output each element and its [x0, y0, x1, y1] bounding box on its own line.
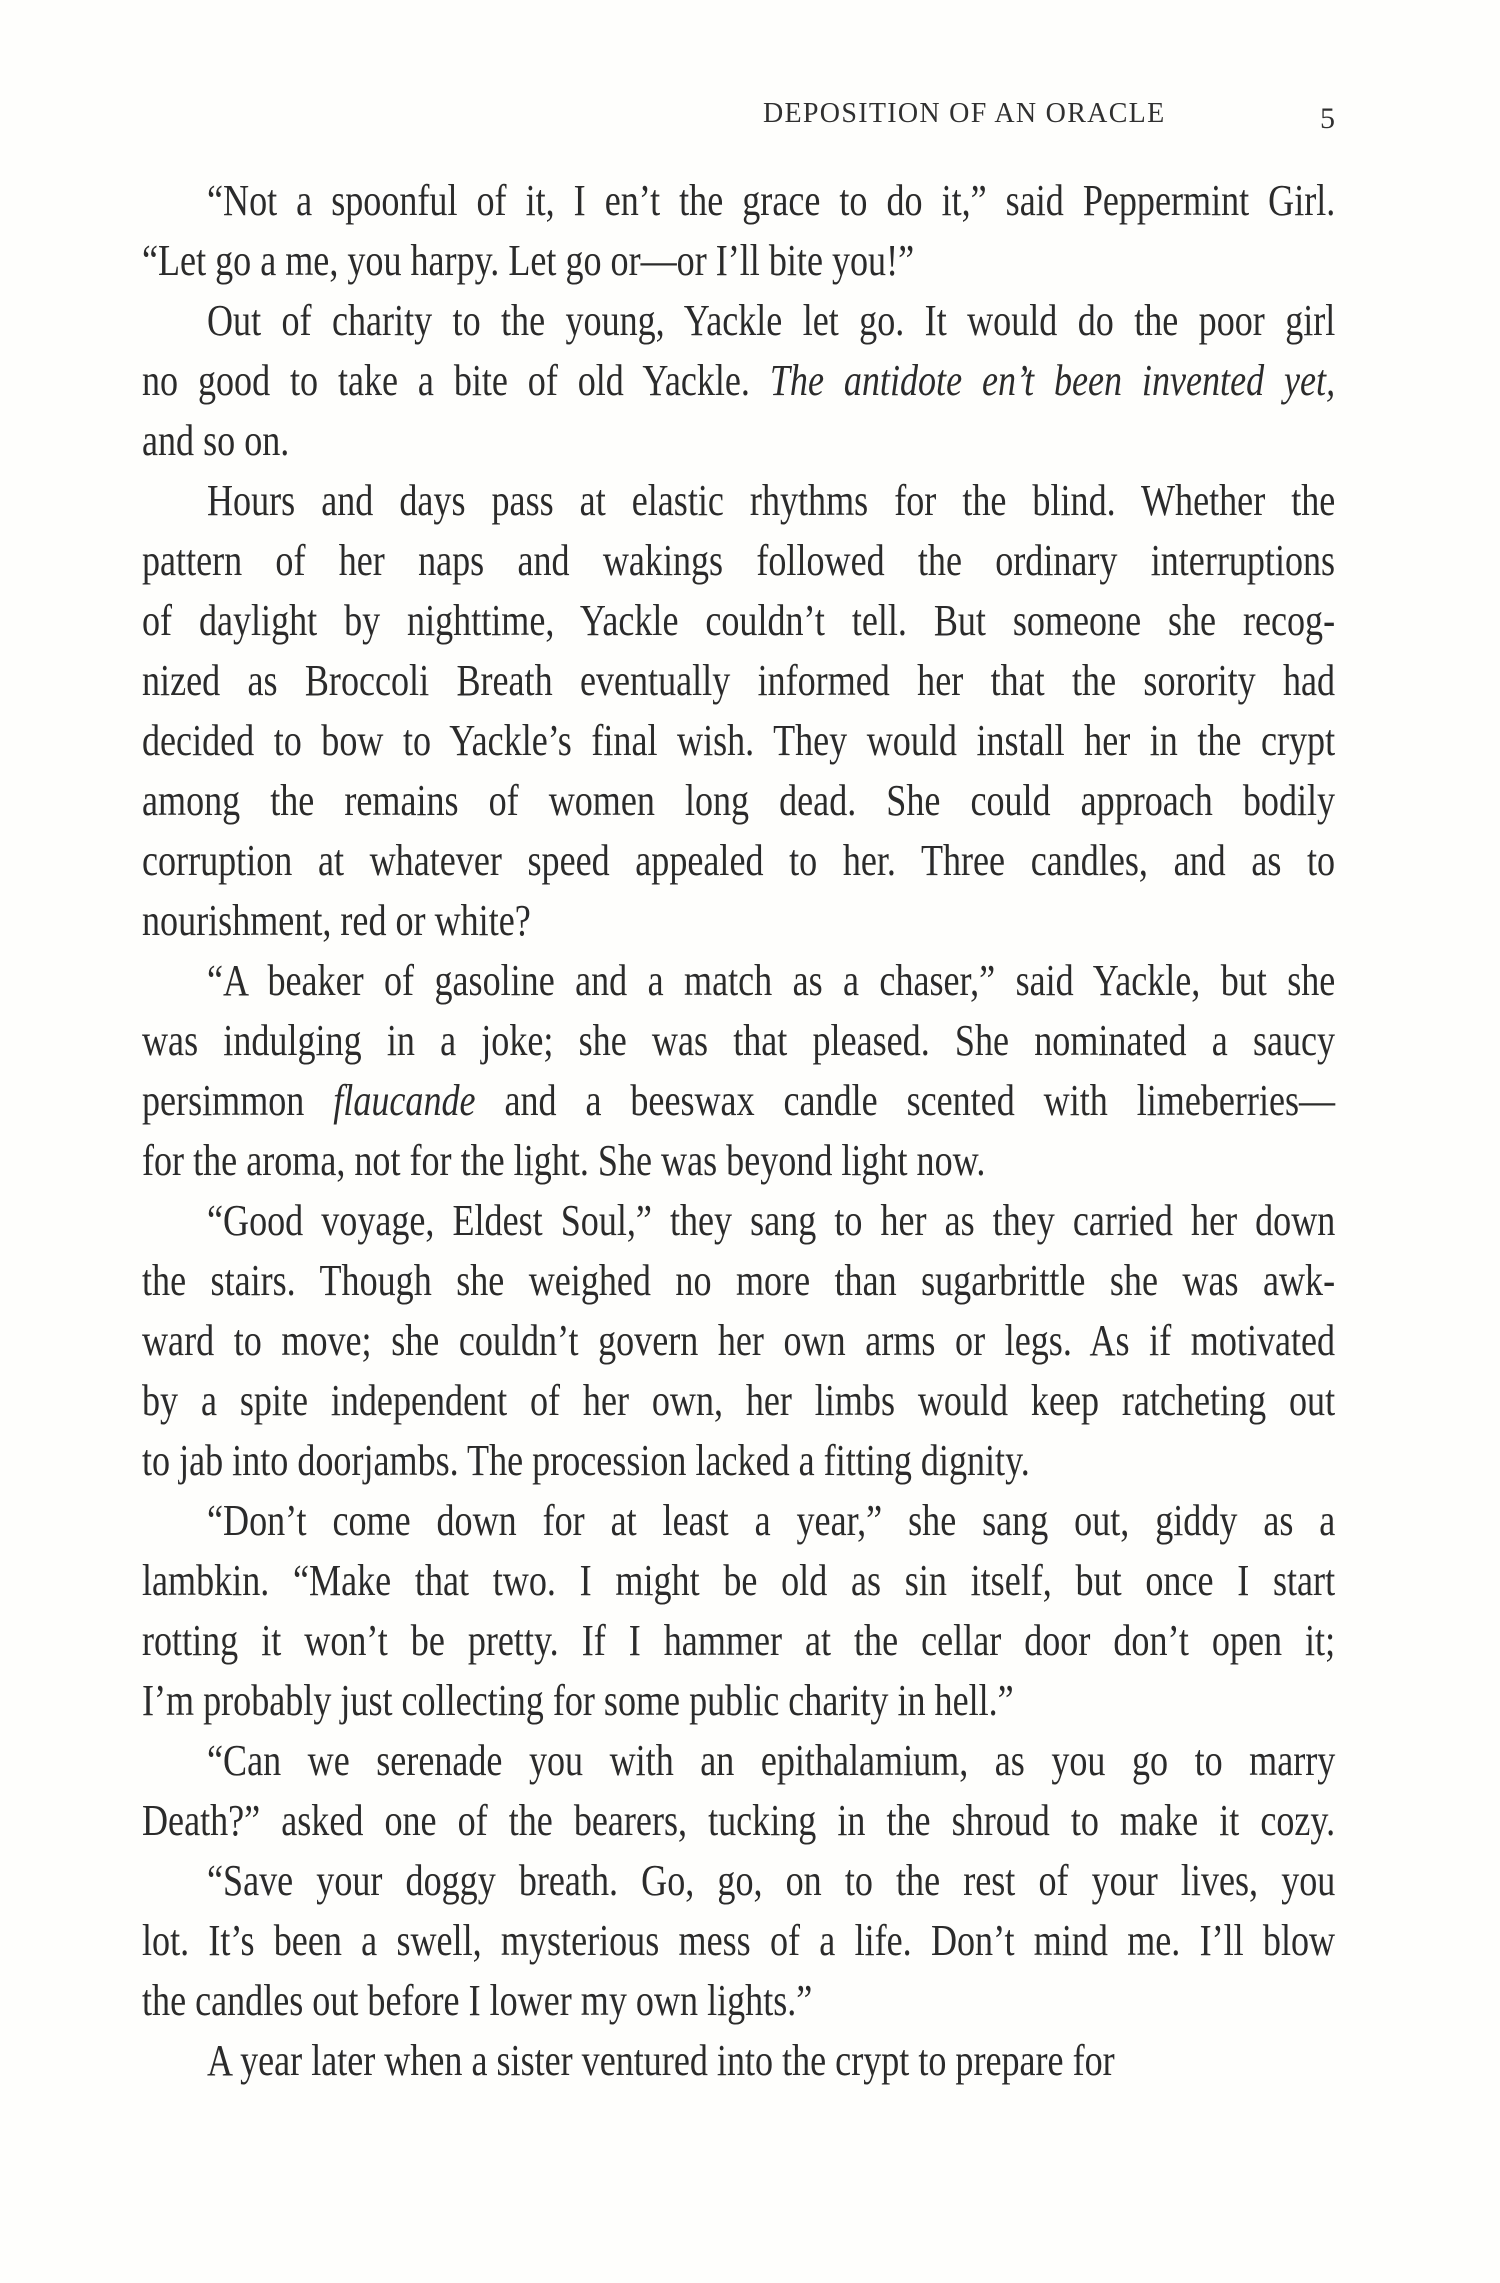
text-line	[142, 711, 1335, 771]
text-run: the candles out before I lower my own lights.”	[142, 1976, 813, 2025]
text-run: persimmon	[142, 1076, 334, 1125]
text-line	[207, 1491, 1335, 1551]
text-run: lot. It’s been a swell, mysterious mess of a life. Don’t mind me. I’ll blow	[142, 1916, 1336, 1965]
text-run: “Let go a me, you harpy. Let go or—or I’ll bite you!”	[142, 236, 915, 285]
text-run: I’m probably just collecting for some public charity in hell.”	[142, 1676, 1014, 1725]
text-line	[142, 1011, 1335, 1071]
text-line	[142, 831, 1335, 891]
text-run: “Don’t come down for at least a year,” she sang out, giddy as a	[207, 1496, 1336, 1545]
text-run: was indulging in a joke; she was that pleased. She nominated a saucy	[142, 1016, 1336, 1065]
text-line	[142, 1911, 1335, 1971]
text-run: ward to move; she couldn’t govern her own arms or legs. As if motivated	[142, 1316, 1336, 1365]
text-line	[142, 1671, 1335, 1731]
text-line	[142, 411, 1335, 471]
text-run: “Not a spoonful of it, I en’t the grace to do it,” said Peppermint Girl.	[207, 176, 1336, 225]
text-line	[207, 1191, 1335, 1251]
text-run: A year later when a sister ventured into the crypt to prepare for	[207, 2036, 1115, 2085]
text-line	[142, 1371, 1335, 1431]
page-number: 5	[1320, 102, 1335, 135]
text-run: “A beaker of gasoline and a match as a chaser,” said Yackle, but she	[207, 956, 1336, 1005]
text-run: decided to bow to Yackle’s final wish. They would install her in the crypt	[142, 716, 1336, 765]
text-line	[142, 1431, 1335, 1491]
italic-text: flaucande	[333, 1076, 476, 1125]
text-line	[207, 291, 1335, 351]
text-line	[142, 231, 1335, 291]
text-line	[142, 1071, 1335, 1131]
text-line	[207, 2031, 1335, 2091]
text-line	[207, 951, 1335, 1011]
text-run: the stairs. Though she weighed no more than sugarbrittle she was awk-	[142, 1256, 1336, 1305]
text-line	[142, 1131, 1335, 1191]
text-line	[142, 651, 1335, 711]
text-run: and a beeswax candle scented with limeberries—	[475, 1076, 1336, 1125]
text-run: nized as Broccoli Breath eventually informed her that the sorority had	[142, 656, 1336, 705]
text-run: among the remains of women long dead. She could approach bodily	[142, 776, 1336, 825]
text-line	[207, 471, 1335, 531]
text-line	[142, 1251, 1335, 1311]
text-line	[142, 1311, 1335, 1371]
text-run: to jab into doorjambs. The procession lacked a fitting dignity.	[142, 1436, 1030, 1485]
text-run: Hours and days pass at elastic rhythms for the blind. Whether the	[207, 476, 1336, 525]
text-run: Death?” asked one of the bearers, tucking in the shroud to make it cozy.	[142, 1796, 1336, 1845]
text-run: lambkin. “Make that two. I might be old as sin itself, but once I start	[142, 1556, 1336, 1605]
text-run: no good to take a bite of old Yackle.	[142, 356, 770, 405]
text-line	[142, 771, 1335, 831]
italic-text: The antidote en’t been invented yet,	[769, 356, 1336, 405]
text-line	[142, 591, 1335, 651]
text-run: nourishment, red or white?	[142, 896, 531, 945]
text-line	[142, 1791, 1335, 1851]
text-run: “Can we serenade you with an epithalamium, as you go to marry	[207, 1736, 1336, 1785]
running-head-title: DEPOSITION OF AN ORACLE	[763, 98, 1166, 129]
text-line	[142, 351, 1335, 411]
text-run: for the aroma, not for the light. She was beyond light now.	[142, 1136, 986, 1185]
text-line	[142, 891, 1335, 951]
text-run: rotting it won’t be pretty. If I hammer at the cellar door don’t open it;	[142, 1616, 1336, 1665]
text-run: “Good voyage, Eldest Soul,” they sang to her as they carried her down	[207, 1196, 1336, 1245]
text-run: Out of charity to the young, Yackle let go. It would do the poor girl	[207, 296, 1336, 345]
text-run: pattern of her naps and wakings followed the ordinary interruptions	[142, 536, 1336, 585]
text-line	[142, 1611, 1335, 1671]
text-line	[207, 1851, 1335, 1911]
text-line	[142, 1971, 1335, 2031]
text-run: and so on.	[142, 416, 290, 465]
text-run: corruption at whatever speed appealed to her. Three candles, and as to	[142, 836, 1336, 885]
text-line	[142, 531, 1335, 591]
text-run: of daylight by nighttime, Yackle couldn’t tell. But someone she recog-	[142, 596, 1336, 645]
text-line	[142, 1551, 1335, 1611]
text-line	[207, 1731, 1335, 1791]
text-run: by a spite independent of her own, her limbs would keep ratcheting out	[142, 1376, 1336, 1425]
text-run: “Save your doggy breath. Go, go, on to the rest of your lives, you	[207, 1856, 1336, 1905]
text-line	[207, 171, 1335, 231]
